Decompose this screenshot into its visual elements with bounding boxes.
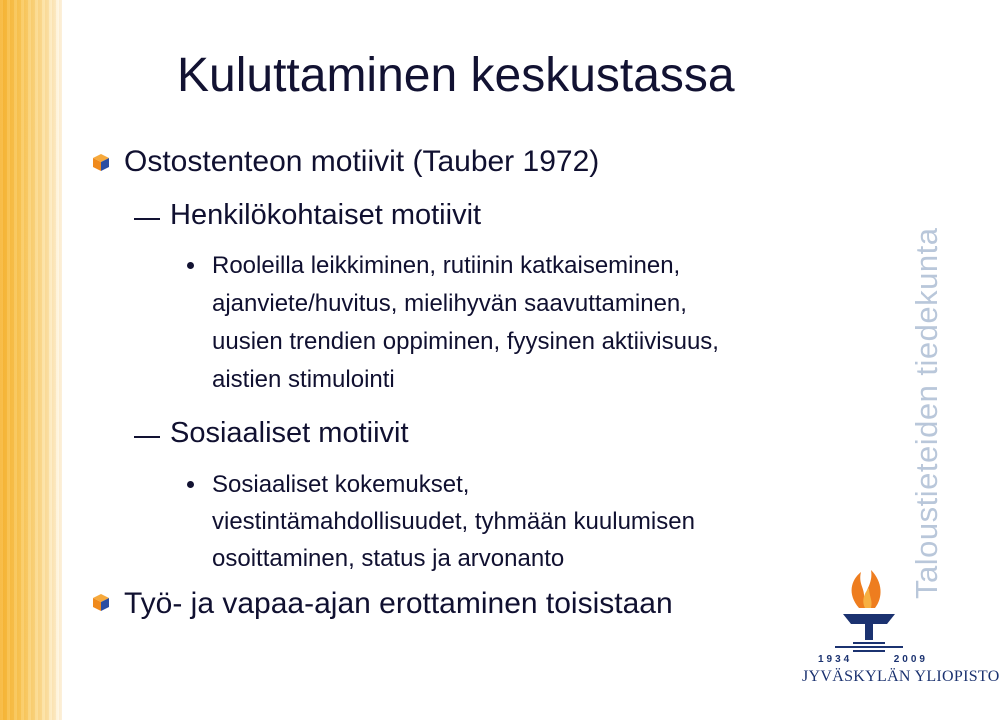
bullet-motives-heading: Ostostenteon motiivit (Tauber 1972) <box>124 145 600 178</box>
torch-flame-icon <box>795 558 1000 720</box>
bullet-separation: Työ- ja vapaa-ajan erottaminen toisistaan <box>124 587 673 620</box>
personal-line-3: uusien trendien oppiminen, fyysinen aktiivisuus, <box>212 328 719 355</box>
cube-bullet-icon <box>92 153 110 172</box>
decorative-left-band <box>0 0 62 720</box>
social-line-1: Sosiaaliset kokemukset, <box>212 471 470 498</box>
slide-title: Kuluttaminen keskustassa <box>177 49 735 102</box>
bullet-personal-heading: Henkilökohtaiset motiivit <box>170 199 482 231</box>
personal-line-2: ajanviete/huvitus, mielihyvän saavuttaminen, <box>212 290 687 317</box>
personal-line-1: Rooleilla leikkiminen, rutiinin katkaiseminen, <box>212 252 681 279</box>
logo-year-end: 2009 <box>893 654 928 665</box>
dash-bullet <box>134 218 160 220</box>
university-name: JYVÄSKYLÄN YLIOPISTO <box>802 668 1000 685</box>
personal-line-4: aistien stimulointi <box>212 366 395 393</box>
logo-years <box>818 654 928 665</box>
social-line-2: viestintämahdollisuudet, tyhmään kuulumisen <box>212 508 695 535</box>
dot-bullet-icon <box>187 262 194 269</box>
dash-bullet <box>134 436 160 438</box>
logo-year-start: 1934 <box>818 654 853 665</box>
social-line-3: osoittaminen, status ja arvonanto <box>212 545 565 572</box>
dot-bullet-icon <box>187 481 194 488</box>
bullet-social-heading: Sosiaaliset motiivit <box>170 417 409 449</box>
faculty-side-label: Taloustieteiden tiedekunta <box>909 227 944 599</box>
cube-bullet-icon <box>92 593 110 612</box>
